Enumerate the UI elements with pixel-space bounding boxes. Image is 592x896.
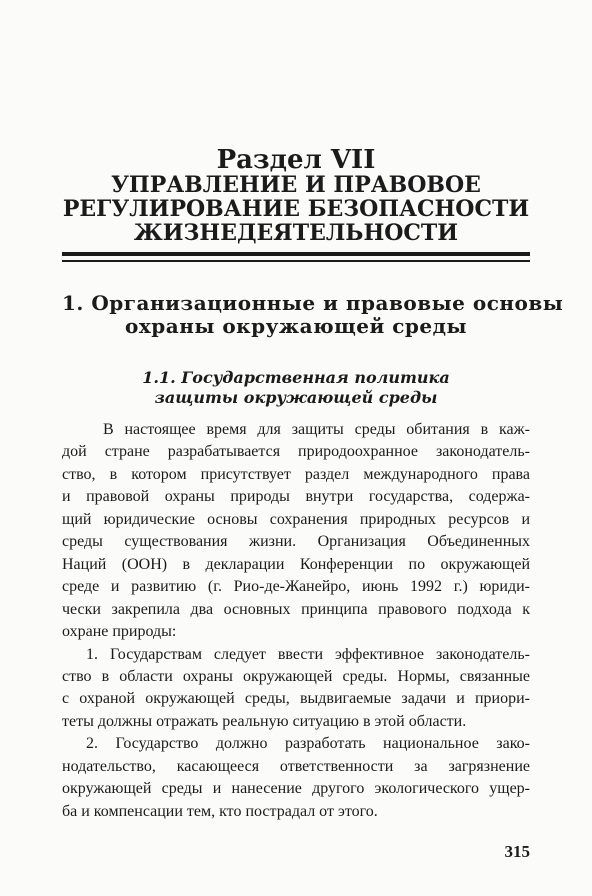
text-line: нодательство, касающееся ответственности за загрязнение [62,757,530,775]
text-line: щий юридические основы сохранения природных ресурсов и [62,510,530,528]
section-title-line: РЕГУЛИРОВАНИЕ БЕЗОПАСНОСТИ [62,196,530,222]
subsection-title-line: защиты окружающей среды [154,388,438,407]
chapter-title-line: 1. Организационные и правовые основы [62,291,564,315]
text-line: и правовой охраны природы внутри государства, содержа- [62,488,530,506]
subsection-title [62,368,530,408]
subsection-title-line: 1.1. Государственная политика [142,368,450,387]
text-line: 2. Государство должно разработать национальное зако- [86,735,530,753]
chapter-title-line: охраны окружающей среды [124,314,468,338]
text-line: 1. Государствам следует ввести эффективное законодатель- [86,645,530,663]
text-line: ба и компенсации тем, кто пострадал от этого. [62,802,378,820]
chapter-title [62,291,564,338]
text-line: ство в области охраны окружающей среды. Нормы, связанные [62,667,530,685]
text-line: В настоящее время для защиты среды обитания в каж- [103,421,530,438]
page-number: 315 [504,842,530,861]
text-line: теты должны отражать реальную ситуацию в этой области. [62,712,467,730]
paragraph-principle-2 [62,733,530,823]
body-text [62,419,530,823]
text-line: дой стране разрабатывается природоохранное законодатель- [62,443,530,461]
text-line: среде и развитию (г. Рио-де-Жанейро, июнь 1992 г.) юриди- [62,578,530,596]
section-title [62,173,530,245]
double-rule-thin [62,260,530,262]
text-line: чески закрепила два основных принципа правового подхода к [62,600,530,618]
text-line: охране природы: [62,623,177,641]
paragraph-principle-1 [62,644,530,734]
text-line: среды существования жизни. Организация Объединенных [62,533,530,551]
text-line: ство, в котором присутствует раздел международного права [62,465,530,483]
section-title-line: ЖИЗНЕДЕЯТЕЛЬНОСТИ [133,220,459,246]
paragraph-intro [62,419,530,644]
double-rule-thick [62,252,530,256]
text-line: с охраной окружающей среды, выдвигаемые задачи и приори- [62,690,530,708]
text-line: Наций (ООН) в декларации Конференции по окружающей [62,555,530,573]
section-title-line: УПРАВЛЕНИЕ И ПРАВОВОЕ [111,172,481,198]
text-line: окружающей среды и нанесение другого экологического ущер- [62,780,530,798]
section-label: Раздел VII [216,145,376,175]
